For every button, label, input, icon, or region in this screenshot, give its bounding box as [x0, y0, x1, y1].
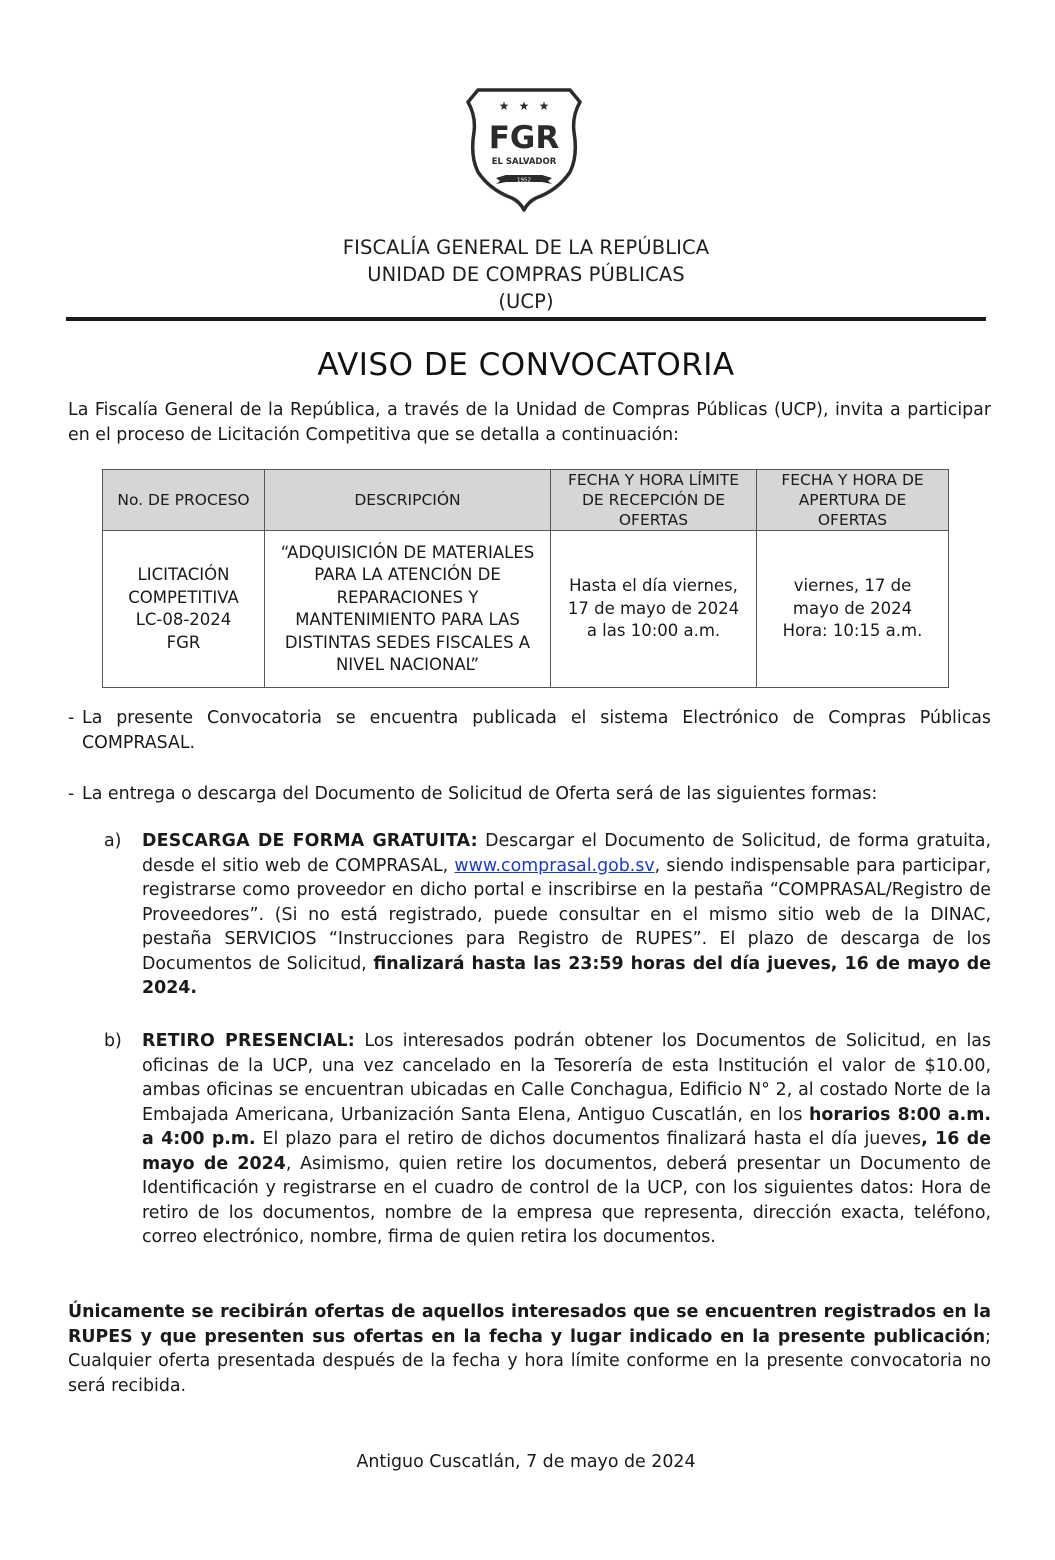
office-hours: horarios 8:00 a.m. a 4:00 p.m. — [142, 1104, 991, 1149]
column-header-description: DESCRIPCIÓN — [265, 470, 551, 531]
header-line-unit: UNIDAD DE COMPRAS PÚBLICAS — [367, 263, 685, 286]
list-marker: a) — [104, 831, 122, 851]
closing-emphasis: Únicamente se recibirán ofertas de aquellos interesados que se encuentren registrados en la RUPES y que presenten sus ofertas en la fecha y lugar indicado en la presente publicación — [68, 1302, 991, 1347]
bullet-text: La entrega o descarga del Documento de Solicitud de Oferta será de las siguientes formas: — [82, 784, 878, 804]
option-body-continued: , siendo indispensable para participar, registrarse como proveedor en dicho portal e inscribirse en la pestaña “COMPRASAL/Registro de Proveedores”. (Si no está registrado, puede consultar en el mismo sitio web de la DINAC, pestaña SERVICIOS “Instrucciones para Registro de RUPES”. El plazo de descarga de los Documentos de Solicitud, — [142, 855, 992, 974]
svg-text:★: ★ — [518, 99, 530, 113]
option-in-person-pickup — [104, 1029, 991, 1250]
pickup-deadline: , 16 de mayo de 2024 — [142, 1129, 991, 1174]
header-divider — [66, 317, 986, 321]
svg-text:FGR: FGR — [488, 120, 560, 156]
option-body: Descargar el Documento de Solicitud, de forma gratuita, desde el sitio web de COMPRASAL, — [142, 831, 991, 876]
place-and-date: Antiguo Cuscatlán, 7 de mayo de 2024 — [356, 1452, 696, 1472]
table-row — [103, 531, 949, 688]
cell-opening: viernes, 17 de mayo de 2024 Hora: 10:15 a.m. — [757, 531, 949, 688]
document-title: AVISO DE CONVOCATORIA — [317, 347, 735, 383]
header-line-acronym: (UCP) — [498, 290, 554, 313]
cell-deadline: Hasta el día viernes, 17 de mayo de 2024 a las 10:00 a.m. — [551, 531, 757, 688]
fgr-shield-logo-icon — [462, 86, 586, 212]
svg-text:1952: 1952 — [517, 177, 531, 184]
bullet-dash: - — [68, 784, 75, 804]
header-line-institution: FISCALÍA GENERAL DE LA REPÚBLICA — [342, 236, 710, 259]
svg-text:EL SALVADOR: EL SALVADOR — [491, 157, 557, 167]
svg-text:★: ★ — [538, 99, 550, 113]
column-header-deadline: FECHA Y HORA LÍMITE DE RECEPCIÓN DE OFERTAS — [551, 470, 757, 531]
bullet-text: La presente Convocatoria se encuentra publicada el sistema Electrónico de Compras Públicas COMPRASAL. — [82, 708, 991, 753]
option-text — [104, 829, 991, 1001]
column-header-process-no: No. DE PROCESO — [103, 470, 265, 531]
option-free-download — [104, 829, 991, 1001]
cell-description: “ADQUISICIÓN DE MATERIALES PARA LA ATENCIÓN DE REPARACIONES Y MANTENIMIENTO PARA LAS DISTINTAS SEDES FISCALES A NIVEL NACIONAL” — [265, 531, 551, 688]
organization-header — [66, 234, 986, 315]
option-lead: RETIRO PRESENCIAL: — [142, 1031, 355, 1051]
closing-paragraph — [68, 1300, 991, 1398]
download-deadline: finalizará hasta las 23:59 horas del día jueves, 16 de mayo de 2024. — [142, 953, 991, 998]
column-header-opening: FECHA Y HORA DE APERTURA DE OFERTAS — [757, 470, 949, 531]
cell-process-no: LICITACIÓN COMPETITIVA LC-08-2024 FGR — [103, 531, 265, 688]
option-body-continued: El plazo para el retiro de dichos documentos finalizará hasta el día jueves — [255, 1129, 922, 1149]
intro-paragraph: La Fiscalía General de la República, a través de la Unidad de Compras Públicas (UCP), invita a participar en el proceso de Licitación Competitiva que se detalla a continuación: — [68, 400, 991, 445]
bullet-delivery-methods — [68, 782, 991, 807]
option-body-final: , Asimismo, quien retire los documentos, deberá presentar un Documento de Identificación y registrarse en el cuadro de control de la UCP, con los siguientes datos: Hora de retiro de los documentos, nombre de la empresa que representa, dirección exacta, teléfono, correo electrónico, nombre, firma de quien retira los documentos. — [142, 1153, 992, 1247]
closing-text: ; Cualquier oferta presentada después de la fecha y hora límite conforme en la presente convocatoria no será recibida. — [68, 1326, 991, 1396]
table-header-row — [103, 470, 949, 531]
option-lead: DESCARGA DE FORMA GRATUITA: — [142, 831, 478, 851]
option-text — [104, 1029, 991, 1250]
bullet-dash: - — [68, 708, 75, 728]
comprasal-link[interactable]: www.comprasal.gob.sv — [454, 855, 655, 876]
bullet-publication-notice — [68, 706, 991, 755]
list-marker: b) — [104, 1031, 122, 1051]
tender-table — [102, 469, 949, 688]
svg-text:★: ★ — [498, 99, 510, 113]
option-body: Los interesados podrán obtener los Documentos de Solicitud, en las oficinas de la UCP, una vez cancelado en la Tesorería de esta Institución el valor de $10.00, ambas oficinas se encuentran ubicadas en Calle Conchagua, Edificio N° 2, al costado Norte de la Embajada Americana, Urbanización Santa Elena, Antiguo Cuscatlán, en los — [142, 1031, 991, 1125]
